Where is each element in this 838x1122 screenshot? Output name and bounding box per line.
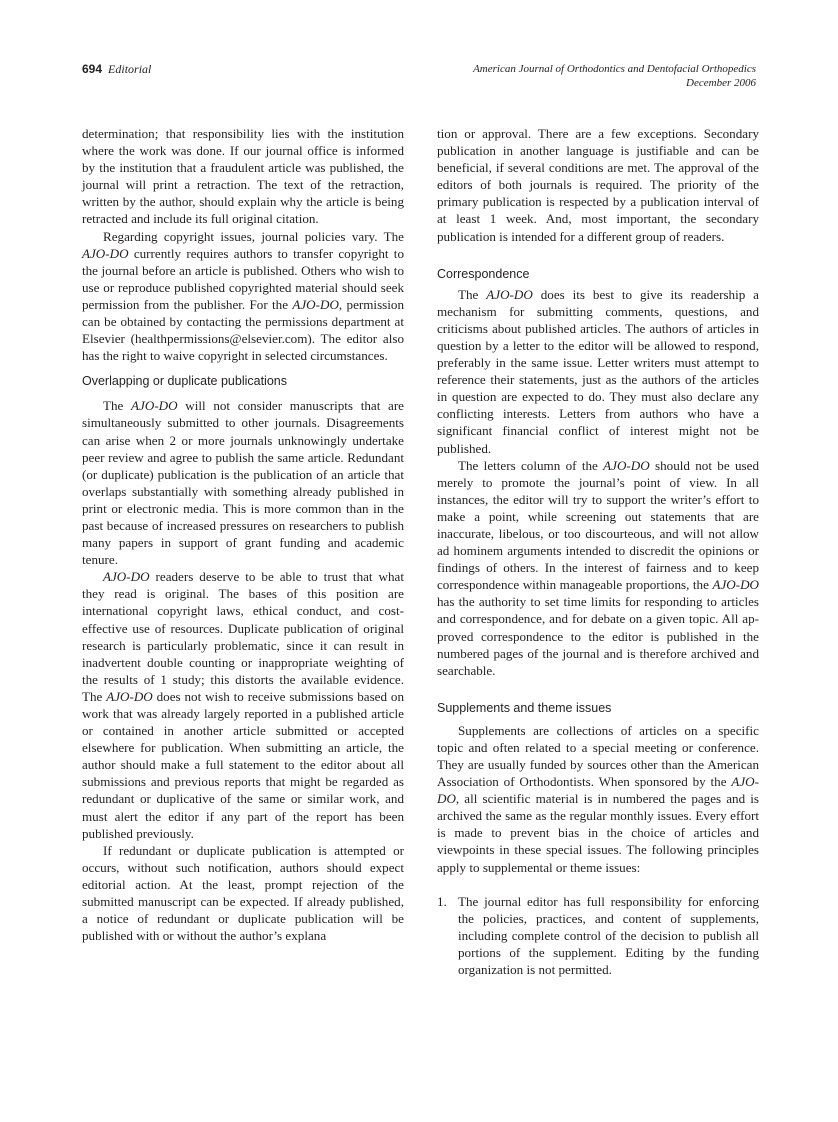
- journal-abbrev: AJO-DO: [131, 398, 178, 414]
- left-column: [82, 125, 404, 944]
- journal-abbrev: AJO-DO: [437, 774, 759, 807]
- list-number: 1.: [437, 893, 447, 909]
- section-label: Editorial: [108, 62, 152, 76]
- journal-abbrev: AJO-DO: [603, 457, 650, 473]
- paragraph-retraction: determination; that responsibility lies with the institution where the work was done. If our journal office is informed by the institution that a fraudulent article was published, the journal will print a retraction. The text of the retraction, written by the author, should explain why the article is being retracted and include its full original citation.: [82, 126, 404, 227]
- journal-abbrev: AJO-DO: [712, 577, 759, 593]
- paragraph-editorial-action: If redundant or duplicate publication is attempted or occurs, without such notification, authors should expect editorial action. At the least, prompt rejection of the submitted manuscript can be expected. If already published, a notice of redundant or duplicate publication will be published with or without the author’s explana: [82, 842, 404, 944]
- paragraph-secondary-publication: tion or approval. There are a few exceptions. Secondary publication in another language is justifiable and can be beneficial, if several conditions are met. The approval of the editors of both journals is required. The priority of the primary publication is respected by a publication interval of at least 1 week. And, most important, the secondary publication is intended for a different group of readers.: [437, 126, 759, 244]
- header-right: [473, 63, 756, 90]
- right-column: [437, 125, 759, 978]
- issue-date: December 2006: [686, 76, 756, 89]
- section-heading-correspondence: Correspondence: [437, 266, 530, 281]
- journal-title: American Journal of Orthodontics and Dentofacial Orthopedics: [473, 63, 756, 75]
- journal-abbrev: AJO-DO: [486, 286, 533, 302]
- running-header: [82, 62, 756, 96]
- section-heading-overlapping: Overlapping or duplicate publications: [82, 374, 287, 389]
- list-item: [437, 893, 759, 978]
- journal-abbrev: AJO-DO: [106, 688, 153, 704]
- paragraph-letters-column: The letters column of the AJO-DO should not be used merely to promote the journal’s point of view. In all instances, the editor will try to support the writer’s effort to make a point, while screening out statements that are inaccurate, libelous, or too discourteous, and will not allow ad hominem arguments intended to discredit the opinions or findings of others. In the interest of fairness and to keep correspondence within manageable proportions, the AJO-DO has the authority to set time limits for responding to articles and correspondence, and for debate on a given topic. All approved correspondence to the editor is published in the numbered pages of the journal and is therefore archived and searchable.: [437, 457, 759, 678]
- list-item-text: The journal editor has full responsibility for enforcing the policies, practices, and content of supplements, including complete control of the decision to publish all portions of the supplement. Editing by the funding organization is not permitted.: [458, 893, 759, 978]
- paragraph-supplements: Supplements are collections of articles on a specific topic and often related to a special meeting or conference. They are usually funded by sources other than the American Association of Orthodontists. When sponsored by the AJO-DO, all scientific material is in numbered the pages and is archived the same as the regular monthly issues. Every effort is made to prevent bias in the choice of articles and viewpoints in these special issues. The following principles apply to supplemental or theme issues:: [437, 722, 759, 875]
- journal-abbrev: AJO-DO: [82, 245, 129, 261]
- page-number: 694: [82, 62, 103, 76]
- header-left: [82, 62, 151, 77]
- principles-list: [437, 893, 759, 978]
- paragraph-correspondence: The AJO-DO does its best to give its readership a mechanism for submitting comments, questions, and criticisms about published articles. The authors of articles in question by a letter to the editor will be allowed to respond, preferably in the same issue. Letter writers must attempt to reference their statements, just as the authors of the articles in question are expected to do. They must also declare any conflicting interests. Letters from authors who have a significant financial conflict of interest might not be published.: [437, 286, 759, 456]
- paragraph-reader-trust: AJO-DO readers deserve to be able to trust that what they read is original. The bases of this position are international copyright laws, ethical conduct, and cost-effective use of resources. Duplicate publication of original research is particularly problematic, since it can result in inadvertent double counting or inappropriate weighting of the results of 1 study; this distorts the available evidence. The AJO-DO does not wish to receive submissions based on work that was already largely reported in a published article or contained in another article submitted or accepted elsewhere for publication. When submitting an article, the author should make a full statement to the editor about all submissions and previous reports that might be regarded as redundant or duplicative of the same or similar work, and must alert the editor if any part of the report has been published previously.: [82, 569, 404, 841]
- journal-abbrev: AJO-DO: [292, 296, 339, 312]
- paragraph-copyright: Regarding copyright issues, journal policies vary. The AJO-DO currently requires authors to transfer copyright to the journal before an article is published. Others who wish to use or reproduce published copyrighted material should seek permission from the publisher. For the AJO-DO, permission can be obtained by contacting the permissions department at Elsevier (healthpermissions@elsevier.com). The editor also has the right to waive copyright in selected circumstances.: [82, 228, 404, 364]
- journal-abbrev: AJO-DO: [103, 569, 150, 585]
- section-heading-supplements: Supplements and theme issues: [437, 700, 612, 715]
- paragraph-simultaneous-submission: The AJO-DO will not consider manuscripts that are simultaneously submitted to other journals. Disagreements can arise when 2 or more journals unknowingly undertake peer review and agree to publish the same article. Redundant (or duplicate) publication is the publication of an article that overlaps substantially with something already published in print or electronic media. This is more common than in the past because of increased pressures on researchers to publish many papers in support of grant funding and academic tenure.: [82, 398, 404, 568]
